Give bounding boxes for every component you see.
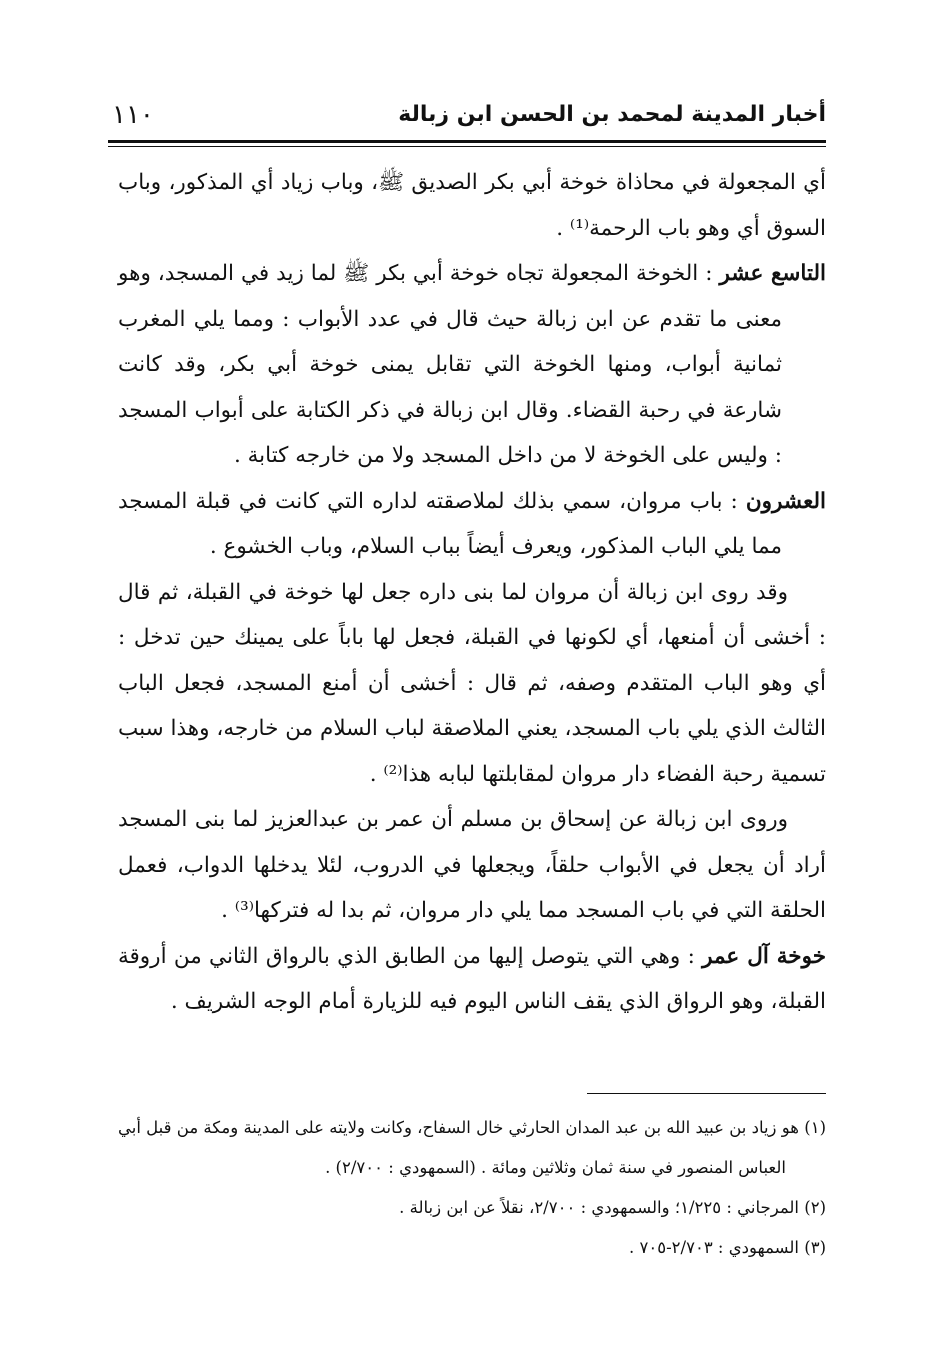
footnote-1: (١) هو زياد بن عبيد الله بن عبد المدان الحارثي خال السفاح، وكانت ولايته على المدينة ومكة من قبل أبي العباس المنصور في سنة ثمان وثلاثين ومائة . (السمهودي : ٢/٧٠٠) . (118, 1118, 826, 1177)
running-title: أخبار المدينة لمحمد بن الحسن ابن زبالة (398, 102, 826, 127)
header-rule-thick (108, 140, 826, 143)
paragraph-twentieth-text: : باب مروان، سمي بذلك لملاصقته لداره التي كانت في قبلة المسجد مما يلي الباب المذكور، ويعرف أيضاً بباب السلام، وباب الخشوع . (118, 488, 782, 559)
footnote-3: (٣) السمهودي : ٢/٧٠٣-٧٠٥ . (629, 1238, 826, 1257)
paragraph-nineteenth (118, 251, 826, 479)
paragraph-umar-narration: وروى ابن زبالة عن إسحاق بن مسلم أن عمر بن عبدالعزيز لما بنى المسجد أراد أن يجعل في الأبواب حلقاً، ويجعلها في الدروب، لئلا يدخلها الدواب، فعمل الحلقة التي في باب المسجد مما يلي دار مروان، ثم بدا له فتركها⁽³⁾ . (118, 807, 826, 923)
page-number: ١١٠ (112, 100, 154, 130)
footnote-separator (587, 1093, 826, 1094)
page-header (108, 98, 826, 138)
paragraph-twentieth (118, 479, 826, 570)
main-text (118, 160, 826, 1025)
footnote-2: (٢) المرجاني : ١/٢٢٥؛ والسمهودي : ٢/٧٠٠، نقلاً عن ابن زبالة . (399, 1198, 826, 1217)
paragraph-khawkha-al-umar-text: : وهي التي يتوصل إليها من الطابق الذي بالرواق الثاني من أروقة القبلة، وهو الرواق الذي يقف الناس اليوم فيه للزيارة أمام الوجه الشريف . (118, 943, 826, 1014)
footnotes (118, 1108, 826, 1268)
paragraph-marwan-narration: وقد روى ابن زبالة أن مروان لما بنى داره جعل لها خوخة في القبلة، ثم قال : أخشى أن أمنعها، أي لكونها في القبلة، فجعل لها باباً على يمينك حين تدخل : أي وهو الباب المتقدم وصفه، ثم قال : أخشى أن أمنع المسجد، فجعل الباب الثالث الذي يلي باب المسجد، يعني الملاصقة لباب السلام من خارجه، وهذا سبب تسمية رحبة الفضاء دار مروان لمقابلتها لبابه هذا⁽²⁾ . (118, 579, 826, 787)
header-rule-thin (108, 146, 826, 147)
paragraph-khawkha-al-umar (118, 934, 826, 1025)
heading-twentieth: العشرون (745, 488, 826, 514)
paragraph-nineteenth-text: : الخوخة المجعولة تجاه خوخة أبي بكر ﷺ لما زيد في المسجد، وهو معنى ما تقدم عن ابن زبالة حيث قال في عدد الأبواب : ومما يلي المغرب ثمانية أبواب، ومنها الخوخة التي تقابل يمنى خوخة أبي بكر، وقد كانت شارعة في رحبة القضاء. وقال ابن زبالة في ذكر الكتابة على أبواب المسجد : وليس على الخوخة لا من داخل المسجد ولا من خارجه كتابة . (118, 261, 782, 468)
paragraph-gates-summary: أي المجعولة في محاذاة خوخة أبي بكر الصديق ﷺ، وباب زياد أي المذكور، وباب السوق أي وهو باب الرحمة⁽¹⁾ . (118, 170, 826, 241)
heading-khawkha-al-umar: خوخة آل عمر (702, 943, 826, 969)
heading-nineteenth: التاسع عشر (719, 261, 826, 286)
